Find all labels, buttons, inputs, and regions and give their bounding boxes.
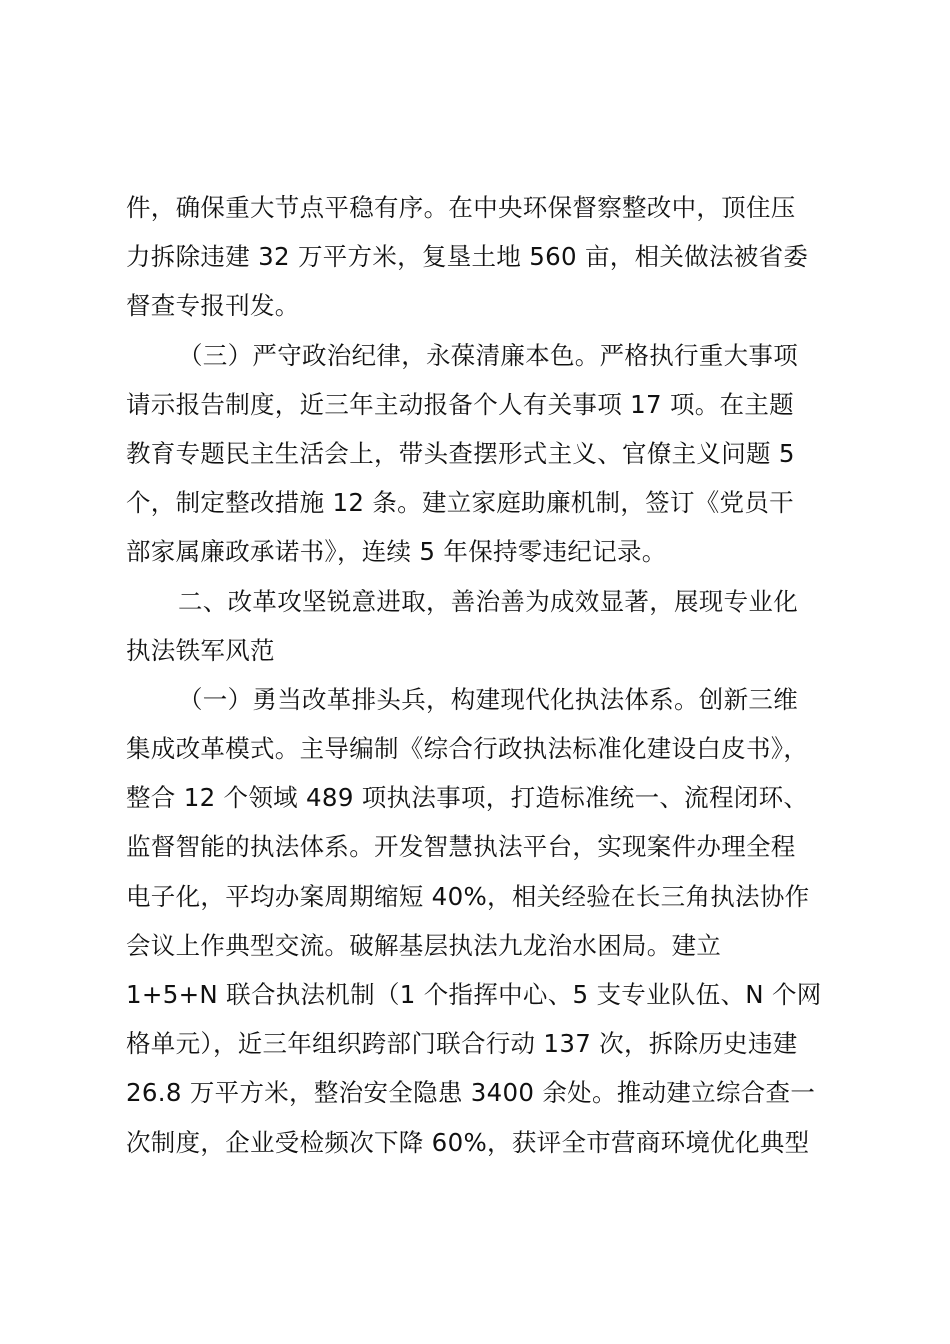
text-line-13: 整合 12 个领域 489 项执法事项，打造标准统一、流程闭环、 bbox=[126, 783, 809, 813]
text-line-19: 26.8 万平方米，整治安全隐患 3400 余处。推动建立综合查一 bbox=[126, 1078, 816, 1108]
text-line-16: 会议上作典型交流。破解基层执法九龙治水困局。建立 bbox=[126, 930, 722, 960]
document-body bbox=[126, 183, 836, 1167]
text-line-7: 个，制定整改措施 12 条。建立家庭助廉机制，签订《党员干 bbox=[126, 488, 794, 518]
chapter-heading-2: 二、改革攻坚锐意进取，善治善为成效显著，展现专业化 bbox=[178, 586, 798, 616]
text-line-1: 件，确保重大节点平稳有序。在中央环保督察整改中，顶住压 bbox=[126, 193, 796, 222]
text-line-20: 次制度，企业受检频次下降 60%，获评全市营商环境优化典型 bbox=[126, 1127, 810, 1157]
text-line-2: 力拆除违建 32 万平方米，复垦土地 560 亩，相关做法被省委 bbox=[126, 242, 809, 272]
section-heading-3: （三）严守政治纪律，永葆清廉本色。严格执行重大事项 bbox=[178, 340, 798, 370]
text-line-8: 部家属廉政承诺书》，连续 5 年保持零违纪记录。 bbox=[126, 537, 667, 567]
text-line-12: 集成改革模式。主导编制《综合行政执法标准化建设白皮书》， bbox=[126, 734, 809, 764]
text-line-14: 监督智能的执法体系。开发智慧执法平台，实现案件办理全程 bbox=[126, 832, 796, 862]
text-line-3: 督查专报刊发。 bbox=[126, 291, 300, 321]
text-line-6: 教育专题民主生活会上，带头查摆形式主义、官僚主义问题 5 bbox=[126, 438, 795, 468]
section-heading-1: （一）勇当改革排头兵，构建现代化执法体系。创新三维 bbox=[178, 684, 798, 714]
chapter-heading-2-cont: 执法铁军风范 bbox=[126, 635, 275, 665]
text-line-17: 1+5+N 联合执法机制（1 个指挥中心、5 支专业队伍、N 个网 bbox=[126, 980, 822, 1009]
text-line-15: 电子化，平均办案周期缩短 40%，相关经验在长三角执法协作 bbox=[126, 881, 810, 911]
text-line-18: 格单元），近三年组织跨部门联合行动 137 次，拆除历史违建 bbox=[126, 1029, 798, 1059]
text-line-5: 请示报告制度，近三年主动报备个人有关事项 17 项。在主题 bbox=[126, 389, 794, 419]
